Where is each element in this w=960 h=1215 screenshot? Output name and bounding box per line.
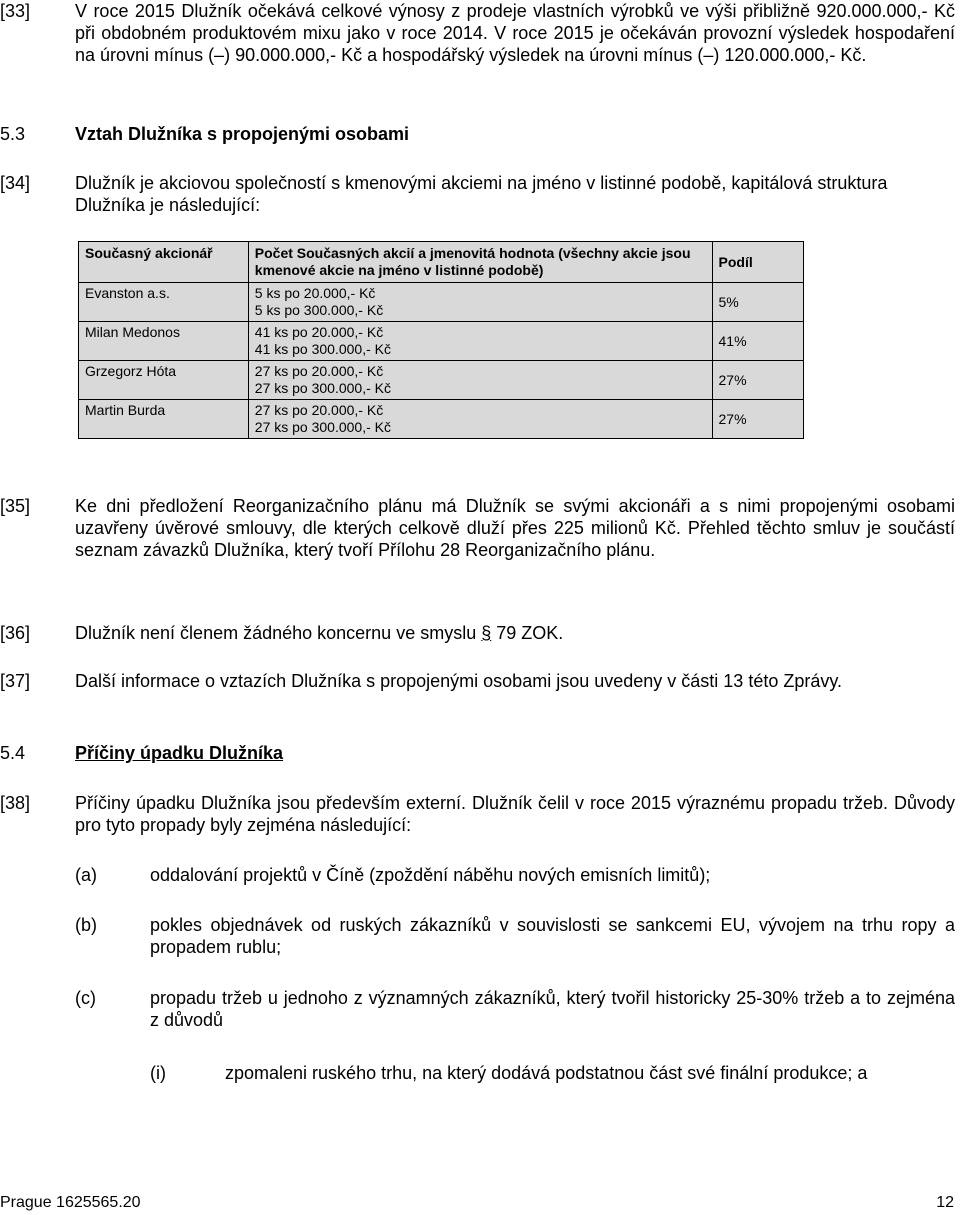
paragraph-number: [35]	[0, 496, 31, 516]
table-row	[79, 361, 804, 400]
shareholder-name: Martin Burda	[79, 400, 249, 439]
header-shares: Počet Současných akcií a jmenovitá hodnota (všechny akcie jsou kmenové akcie na jméno v listinné podobě)	[248, 242, 712, 283]
shares-cell	[248, 322, 712, 361]
table-row	[79, 322, 804, 361]
paragraph-number: [37]	[0, 671, 31, 691]
shares-line: 5 ks po 300.000,- Kč	[254, 302, 384, 318]
table-row	[79, 400, 804, 439]
paragraph-text: Další informace o vztazích Dlužníka s propojenými osobami jsou uvedeny v části 13 této Zprávy.	[75, 671, 843, 691]
section-sign: §	[481, 623, 492, 643]
share-value: 27%	[712, 400, 804, 439]
share-value: 27%	[712, 361, 804, 400]
list-text: oddalování projektů v Číně (zpoždění náběhu nových emisních limitů);	[150, 865, 711, 885]
list-text: pokles objednávek od ruských zákazníků v souvislosti se sankcemi EU, vývojem na trhu ropy a propadem rublu;	[150, 915, 955, 957]
share-value: 41%	[712, 322, 804, 361]
footer-doc-id: Prague 1625565.20	[0, 1194, 141, 1211]
paragraph-text	[75, 622, 955, 644]
share-value: 5%	[712, 283, 804, 322]
section-title: Vztah Dlužníka s propojenými osobami	[75, 124, 410, 144]
footer-page-number: 12	[936, 1194, 954, 1211]
list-text: propadu tržeb u jednoho z významných zákazníků, který tvořil historicky 25-30% tržeb a to zejména z důvodů	[150, 988, 955, 1030]
text-run: Dlužník není členem žádného koncernu ve smyslu	[75, 623, 482, 643]
header-share: Podíl	[712, 242, 804, 283]
section-number: 5.3	[0, 124, 26, 144]
shares-cell	[248, 361, 712, 400]
shareholder-name: Grzegorz Hóta	[79, 361, 249, 400]
shares-line: 27 ks po 300.000,- Kč	[254, 380, 391, 396]
shares-cell	[248, 400, 712, 439]
shareholder-name: Evanston a.s.	[79, 283, 249, 322]
text-run: 79 ZOK.	[491, 623, 564, 643]
shares-line: 27 ks po 20.000,- Kč	[254, 402, 384, 418]
table-header-row	[79, 242, 804, 283]
paragraph-text: Ke dni předložení Reorganizačního plánu má Dlužník se svými akcionáři a s nimi propojenými osobami uzavřeny úvěrové smlouvy, dle kterých celkově dluží přes 225 milionů Kč. Přehled těchto smluv je součástí seznam závazků Dlužníka, který tvoří Přílohu 28 Reorganizačního plánu.	[75, 496, 955, 560]
shareholder-table	[78, 241, 804, 439]
shares-line: 41 ks po 20.000,- Kč	[254, 324, 384, 340]
paragraph-number: [34]	[0, 173, 31, 193]
shares-line: 27 ks po 20.000,- Kč	[254, 363, 384, 379]
shareholder-name: Milan Medonos	[79, 322, 249, 361]
shares-line: 27 ks po 300.000,- Kč	[254, 419, 391, 435]
sublist-text: zpomaleni ruského trhu, na který dodává podstatnou část své finální produkce; a	[225, 1063, 868, 1083]
section-title: Příčiny úpadku Dlužníka	[75, 743, 284, 763]
shares-line: 5 ks po 20.000,- Kč	[254, 285, 376, 301]
paragraph-number: [38]	[0, 793, 31, 813]
paragraph-text: Dlužník je akciovou společností s kmenovými akciemi na jméno v listinné podobě, kapitálová struktura Dlužníka je následující:	[75, 173, 888, 215]
list-label: (b)	[75, 915, 97, 935]
shares-line: 41 ks po 300.000,- Kč	[254, 341, 391, 357]
paragraph-number: [33]	[0, 1, 31, 21]
table-row	[79, 283, 804, 322]
list-label: (a)	[75, 865, 97, 885]
list-label: (c)	[75, 988, 96, 1008]
section-number: 5.4	[0, 743, 26, 763]
paragraph-text: Příčiny úpadku Dlužníka jsou především externí. Dlužník čelil v roce 2015 výraznému propadu tržeb. Důvody pro tyto propady byly zejména následující:	[75, 793, 955, 835]
shares-cell	[248, 283, 712, 322]
sublist-label: (i)	[150, 1063, 166, 1083]
paragraph-text: V roce 2015 Dlužník očekává celkové výnosy z prodeje vlastních výrobků ve výši přibližně 920.000.000,- Kč při obdobném produktovém mixu jako v roce 2014. V roce 2015 je očekáván provozní výsledek hospodaření na úrovni mínus (–) 90.000.000,- Kč a hospodářský výsledek na úrovni mínus (–) 120.000.000,- Kč.	[75, 1, 955, 65]
paragraph-number: [36]	[0, 623, 31, 643]
header-shareholder: Současný akcionář	[79, 242, 249, 283]
